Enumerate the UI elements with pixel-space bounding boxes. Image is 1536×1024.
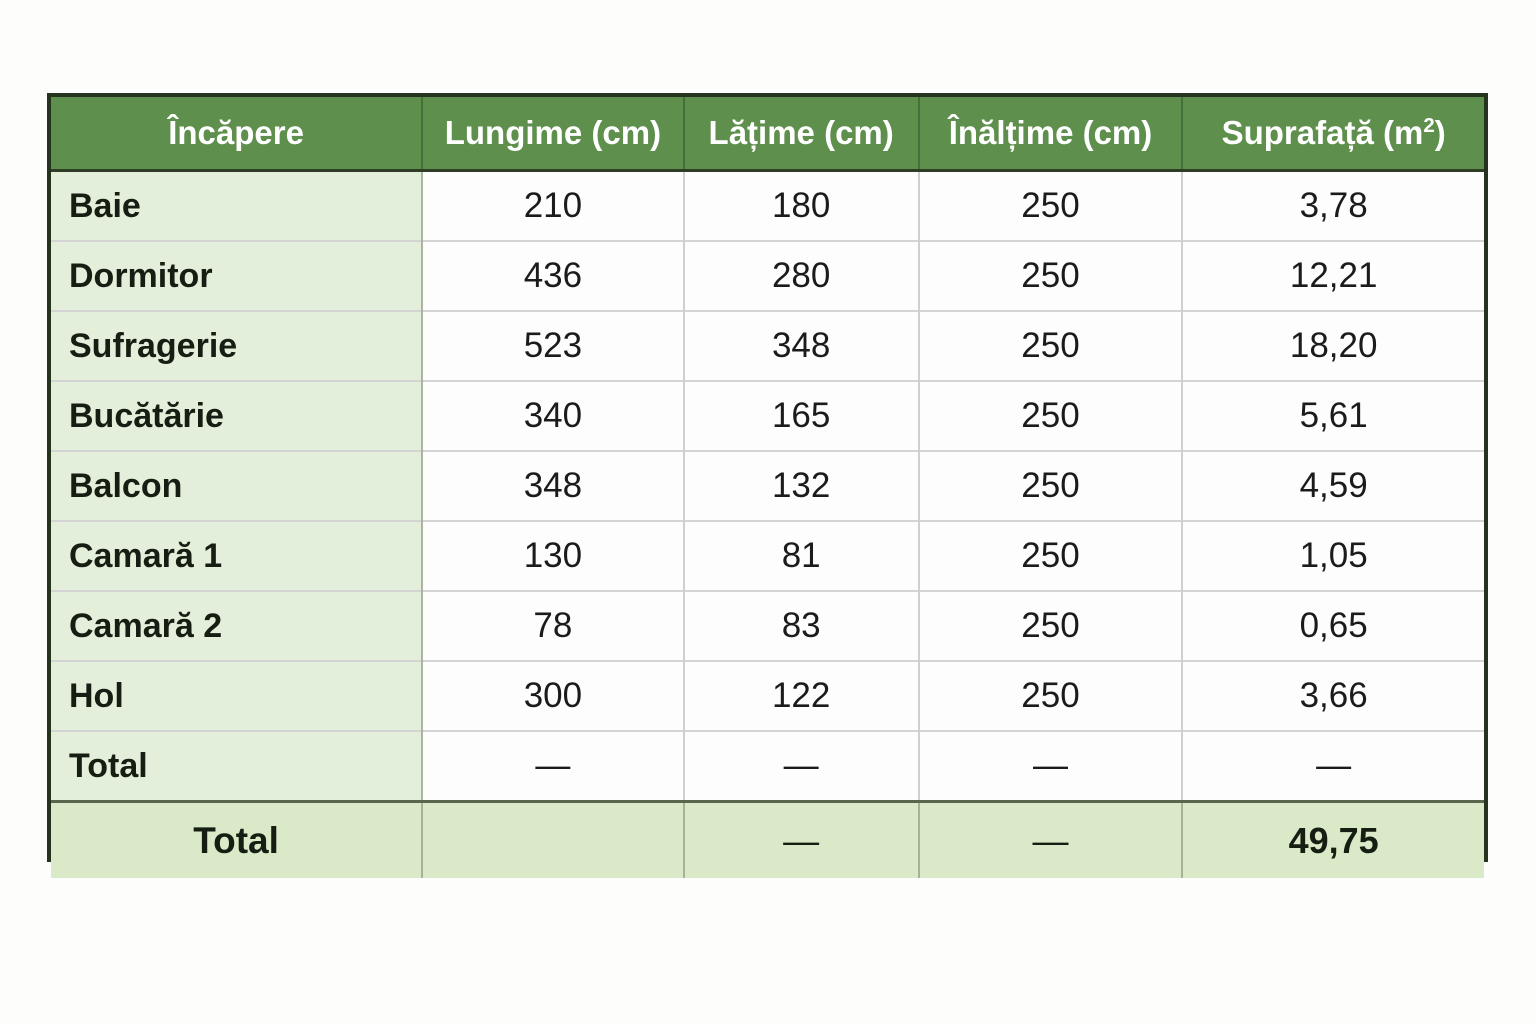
value-cell: 165 [684, 381, 919, 451]
value-cell: 3,78 [1182, 171, 1484, 242]
value-cell: 3,66 [1182, 661, 1484, 731]
value-cell: 83 [684, 591, 919, 661]
table-row-bucatarie [51, 381, 1484, 451]
column-header-latime: Lățime (cm) [684, 97, 919, 171]
row-label: Total [51, 731, 422, 802]
value-cell: 18,20 [1182, 311, 1484, 381]
row-label: Bucătărie [51, 381, 422, 451]
table-row-total-dashes [51, 731, 1484, 802]
value-cell: — [919, 731, 1183, 802]
value-cell: 1,05 [1182, 521, 1484, 591]
row-label: Baie [51, 171, 422, 242]
table-row-baie [51, 171, 1484, 242]
value-cell: 348 [422, 451, 684, 521]
suprafata-superscript: 2 [1423, 114, 1435, 137]
value-cell: — [1182, 731, 1484, 802]
value-cell: 0,65 [1182, 591, 1484, 661]
value-cell: 5,61 [1182, 381, 1484, 451]
row-label: Dormitor [51, 241, 422, 311]
total-cell-inaltime: — [919, 802, 1183, 879]
value-cell: 250 [919, 661, 1183, 731]
value-cell: 250 [919, 521, 1183, 591]
table-row-sufragerie [51, 311, 1484, 381]
value-cell: — [422, 731, 684, 802]
row-label: Hol [51, 661, 422, 731]
table-row-dormitor [51, 241, 1484, 311]
value-cell: 523 [422, 311, 684, 381]
column-header-lungime: Lungime (cm) [422, 97, 684, 171]
value-cell: 180 [684, 171, 919, 242]
suprafata-label-prefix: Suprafață (m [1221, 114, 1424, 151]
header-row [51, 97, 1484, 171]
row-label: Sufragerie [51, 311, 422, 381]
table-row-balcon [51, 451, 1484, 521]
value-cell: 280 [684, 241, 919, 311]
suprafata-label-suffix: ) [1434, 114, 1446, 151]
value-cell: 250 [919, 381, 1183, 451]
value-cell: 210 [422, 171, 684, 242]
value-cell: 250 [919, 311, 1183, 381]
value-cell: 81 [684, 521, 919, 591]
value-cell: 340 [422, 381, 684, 451]
table-row-camara-1 [51, 521, 1484, 591]
row-label: Balcon [51, 451, 422, 521]
total-row [51, 802, 1484, 879]
value-cell: 122 [684, 661, 919, 731]
value-cell: 4,59 [1182, 451, 1484, 521]
value-cell: 250 [919, 241, 1183, 311]
total-row-label: Total [51, 802, 422, 879]
total-cell-latime: — [684, 802, 919, 879]
row-label: Camară 1 [51, 521, 422, 591]
total-cell-lungime [422, 802, 684, 879]
column-header-inaltime: Înălțime (cm) [919, 97, 1183, 171]
value-cell: 12,21 [1182, 241, 1484, 311]
value-cell: 250 [919, 451, 1183, 521]
value-cell: 132 [684, 451, 919, 521]
room-dimensions-table [47, 93, 1488, 862]
value-cell: 348 [684, 311, 919, 381]
value-cell: 78 [422, 591, 684, 661]
column-header-incapere: Încăpere [51, 97, 422, 171]
table-row-hol [51, 661, 1484, 731]
column-header-suprafata [1182, 97, 1484, 171]
table-row-camara-2 [51, 591, 1484, 661]
row-label: Camară 2 [51, 591, 422, 661]
value-cell: 130 [422, 521, 684, 591]
value-cell: — [684, 731, 919, 802]
value-cell: 436 [422, 241, 684, 311]
value-cell: 250 [919, 591, 1183, 661]
total-cell-suprafata: 49,75 [1182, 802, 1484, 879]
value-cell: 250 [919, 171, 1183, 242]
value-cell: 300 [422, 661, 684, 731]
